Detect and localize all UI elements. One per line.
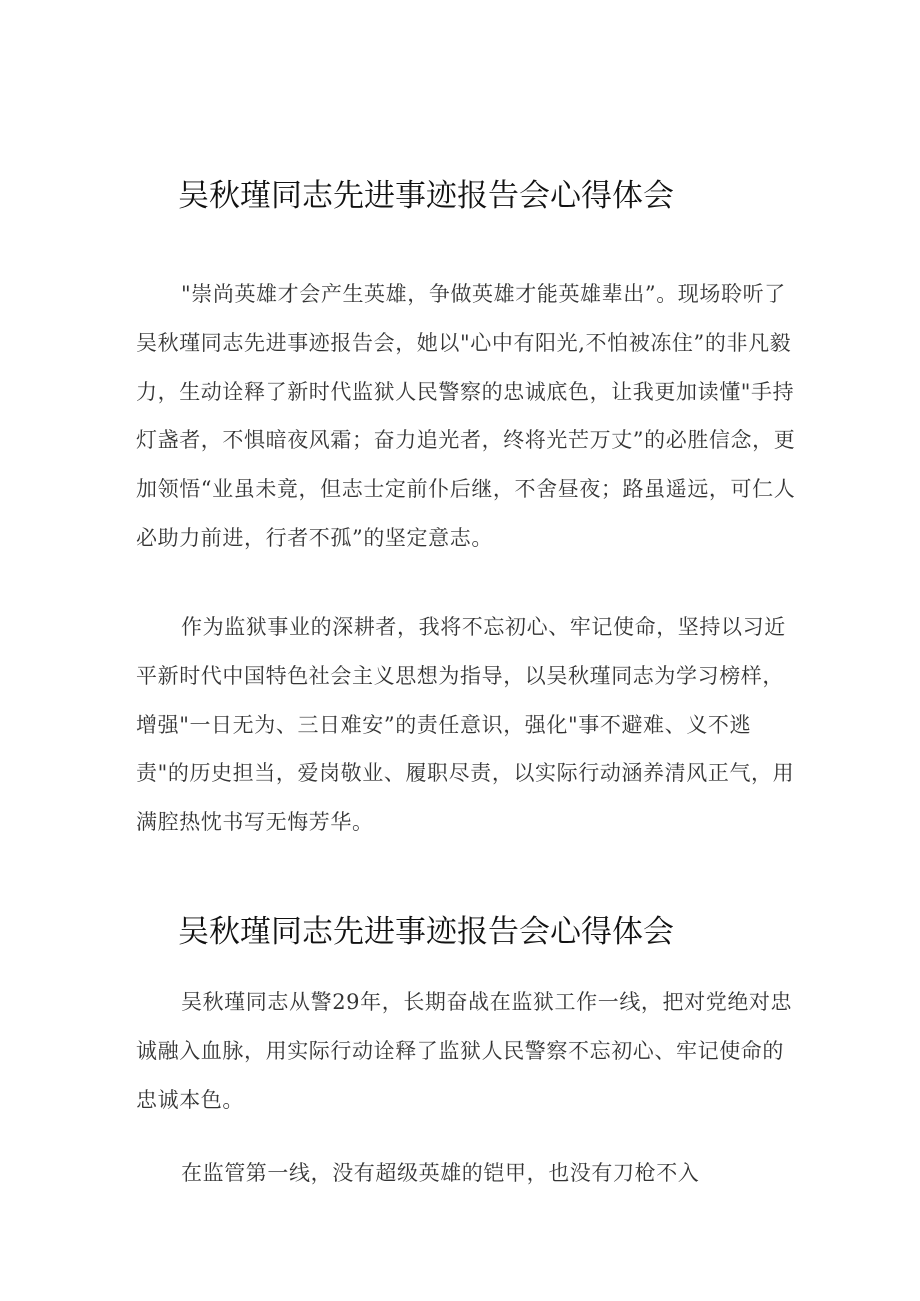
section-title: 吴秋瑾同志先进事迹报告会心得体会 <box>178 914 674 950</box>
paragraph: 作为监狱事业的深耕者，我将不忘初心、牢记使命，坚持以习近平新时代中国特色社会主义思想为指导，以吴秋瑾同志为学习榜样，增强"一日无为、三日难安”的责任意识，强化"事不避难、义不逃责"的历史担当，爱岗敬业、履职尽责，以实际行动涵养清风正气，用满腔热忱书写无悔芳华。 <box>136 615 795 835</box>
section-title: 吴秋瑾同志先进事迹报告会心得体会 <box>178 178 674 214</box>
paragraph: "崇尚英雄才会产生英雄，争做英雄才能英雄辈出”。现场聆听了吴秋瑾同志先进事迹报告会，她以"心中有阳光,不怕被冻住”的非凡毅力，生动诠释了新时代监狱人民警察的忠诚底色，让我更加读懂"手持灯盏者，不惧暗夜风霜；奋力追光者，终将光芒万丈”的必胜信念，更加领悟“业虽未竟，但志士定前仆后继，不舍昼夜；路虽遥远，可仁人必助力前进，行者不孤”的坚定意志。 <box>136 282 796 550</box>
paragraph: 在监管第一线，没有超级英雄的铠甲，也没有刀枪不入 <box>181 1161 700 1185</box>
paragraph: 吴秋瑾同志从警29年，长期奋战在监狱工作一线，把对党绝对忠诚融入血脉，用实际行动诠释了监狱人民警察不忘初心、牢记使命的忠诚本色。 <box>136 990 793 1112</box>
